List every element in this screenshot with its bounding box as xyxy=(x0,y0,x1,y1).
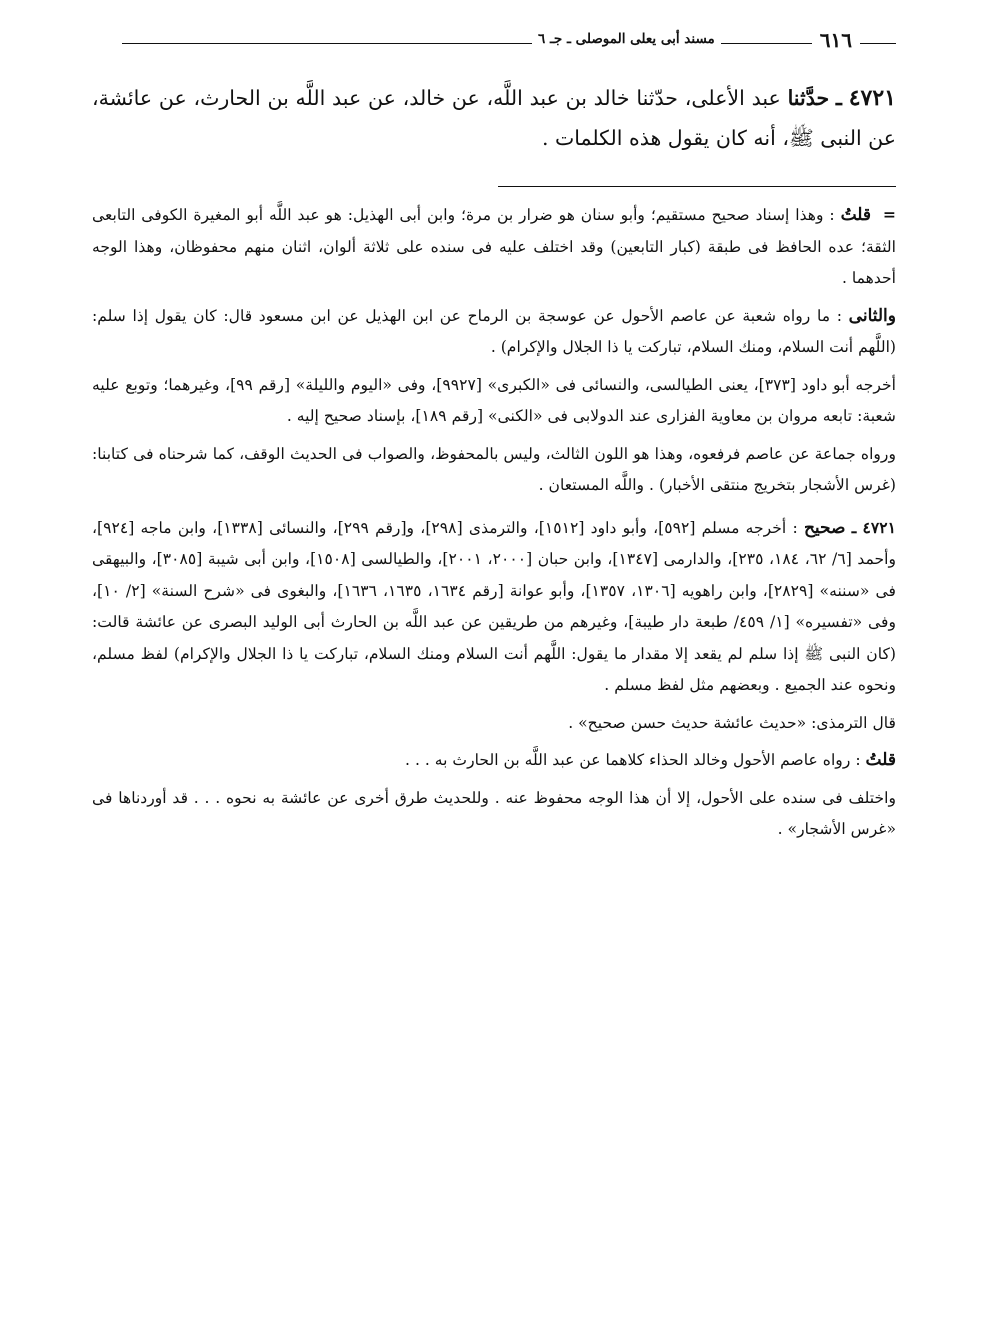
book-title: مسند أبى يعلى الموصلى ـ جـ ٦ xyxy=(532,31,721,47)
footnote-closing: واختلف فى سنده على الأحول، إلا أن هذا الوجه محفوظ عنه . وللحديث طرق أخرى عن عائشة به نحوه . . . قد أوردناها فى «غرس الأشجار» . xyxy=(92,788,896,838)
footnote-qultu xyxy=(92,745,896,777)
footnote-third-chain: ورواه جماعة عن عاصم فرفعوه، وهذا هو اللون الثالث، وليس بالمحفوظ، والصواب فى الحديث الوقف، كما شرحناه فى كتابنا: (غرس الأشجار بتخريج منتقى الأخبار) . واللَّه المستعان . xyxy=(92,444,896,494)
footnote-continued xyxy=(92,199,896,295)
running-header xyxy=(92,26,896,60)
hadith-body: عبد الأعلى، حدّثنا خالد بن عبد اللَّه، عن خالد، عن عبد اللَّه بن الحارث، عن عائشة، عن النبى ﷺ، أنه كان يقول هذه الكلمات . xyxy=(92,86,896,150)
continuation-marker: = xyxy=(882,205,896,224)
footnote-text: : أخرجه مسلم [٥٩٢]، وأبو داود [١٥١٢]، والترمذى [٢٩٨]، و[رقم ٢٩٩]، والنسائى [١٣٣٨]، وابن ماجه [٩٢٤]، وأحمد [٦/ ٦٢، ١٨٤، ٢٣٥]، والدارمى [١٣٤٧]، وابن حبان [٢٠٠٠، ٢٠٠١]، والطيالسى [١٥٠٨]، وابن أبى شيبة [٣٠٨٥]، والبيهقى فى «سننه» [٢٨٢٩]، وابن راهويه [١٣٠٦، ١٣٥٧]، وأبو عوانة [رقم ١٦٣٤، ١٦٣٥، ١٦٣٦]، والبغوى فى «شرح السنة» [٢/ ١٠]، وفى «تفسيره» [١/ ٤٥٩/ طبعة دار طيبة]، وغيرهم من طريقين عن عبد اللَّه بن الحارث أبى الوليد البصرى عن عائشة قالت: (كان النبى ﷺ إذا سلم لم يقعد إلا مقدار ما يقول: اللَّهم أنت السلام ومنك السلام، تباركت يا ذا الجلال والإكرام) لفظ مسلم، ونحوه عند الجميع . وبعضهم مثل لفظ مسلم . xyxy=(92,518,897,694)
hadith-number: ٤٧٢١ xyxy=(848,85,896,111)
footnote-tirmidhi: قال الترمذى: «حديث عائشة حديث حسن صحيح» . xyxy=(568,713,896,732)
header-rule xyxy=(92,43,896,44)
hadith-lead: حدَّثنا xyxy=(787,86,830,110)
footnote-text: : وهذا إسناد صحيح مستقيم؛ وأبو سنان هو ضرار بن مرة؛ وابن أبى الهذيل: هو عبد اللَّه أبو المغيرة الكوفى التابعى الثقة؛ عده الحافظ فى طبقة (كبار التابعين) وقد اختلف عليه فى سنده على ثلاثة ألوان، اثنان منهم محفوظان، وهذا الوجه أحدهما . xyxy=(92,206,896,287)
qultu-keyword: قلتُ xyxy=(840,205,872,225)
footnote-4721 xyxy=(92,512,896,702)
hadith-dash: ـ xyxy=(835,86,842,110)
qultu-keyword: قلتُ xyxy=(865,750,896,770)
second-keyword: والثانى xyxy=(848,305,896,326)
header-rule-gap xyxy=(92,34,122,52)
footnote-text: : رواه عاصم الأحول وخالد الحذاء كلاهما عن عبد اللَّه بن الحارث به . . . xyxy=(405,751,861,769)
grading-keyword: صحيح xyxy=(803,517,846,538)
footnote-divider xyxy=(498,186,896,187)
footnote-number: ٤٧٢١ xyxy=(862,517,896,537)
hadith-text xyxy=(92,78,896,158)
footnote-text: : ما رواه شعبة عن عاصم الأحول عن عوسجة بن الرماح عن ابن الهذيل عن ابن مسعود قال: كان يقول إذا سلم: (اللَّهم أنت السلام، ومنك السلام، تباركت يا ذا الجلال والإكرام) . xyxy=(92,306,896,356)
page-number: ٦١٦ xyxy=(812,28,860,52)
footnote-second-chain xyxy=(92,301,896,364)
footnote-dash: ـ xyxy=(851,517,857,537)
footnote-takhrij: أخرجه أبو داود [٣٧٣]، يعنى الطيالسى، والنسائى فى «الكبرى» [٩٩٢٧]، وفى «اليوم والليلة» [رقم ٩٩]، وغيرهما؛ وتوبع عليه شعبة: تابعه مروان بن معاوية الفزارى عند الدولابى فى «الكنى» [رقم ١٨٩]، بإسناد صحيح إليه . xyxy=(92,375,897,425)
